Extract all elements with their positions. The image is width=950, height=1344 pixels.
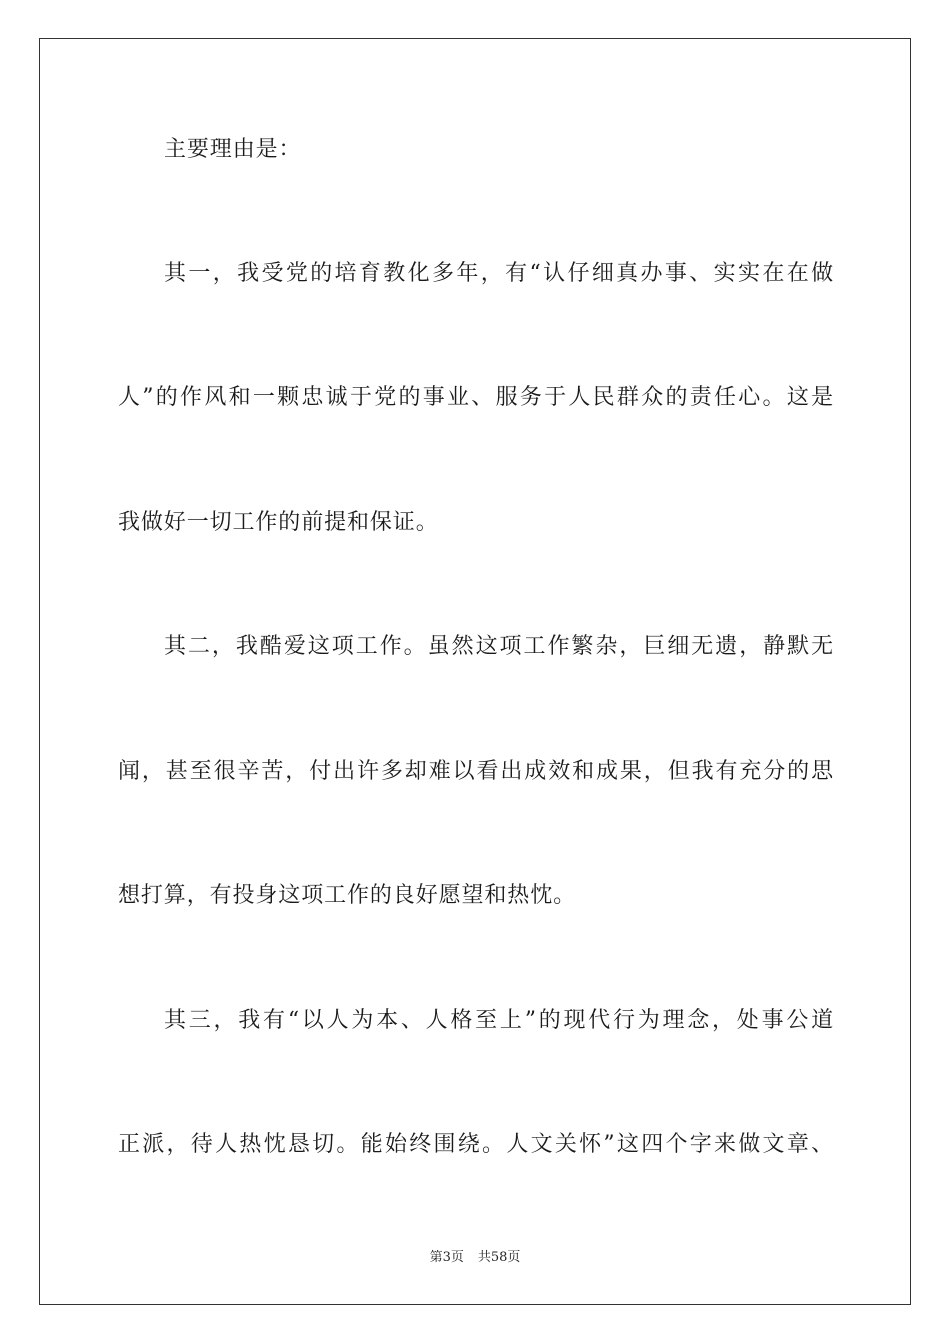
- text-line: 其一，我受党的培育教化多年，有“认仔细真办事、实实在在做: [164, 261, 834, 286]
- text-line: 闻，甚至很辛苦，付出许多却难以看出成效和成果，但我有充分的思: [118, 759, 834, 784]
- page-total: 共58页: [477, 1250, 521, 1265]
- text-line: 正派，待人热忱恳切。能始终围绕。人文关怀”这四个字来做文章、: [118, 1132, 834, 1157]
- page-footer: [0, 1246, 950, 1265]
- text-line: 其二，我酷爱这项工作。虽然这项工作繁杂，巨细无遗，静默无: [164, 634, 834, 659]
- text-line: 其三，我有“以人为本、人格至上”的现代行为理念，处事公道: [164, 1008, 834, 1033]
- page-border: [39, 38, 911, 1305]
- text-line: 想打算，有投身这项工作的良好愿望和热忱。: [118, 883, 577, 908]
- text-line: 我做好一切工作的前提和保证。: [118, 510, 439, 535]
- text-line: 主要理由是：: [164, 137, 302, 162]
- text-line: 人”的作风和一颗忠诚于党的事业、服务于人民群众的责任心。这是: [118, 385, 834, 410]
- page-number: 第3页: [429, 1250, 464, 1265]
